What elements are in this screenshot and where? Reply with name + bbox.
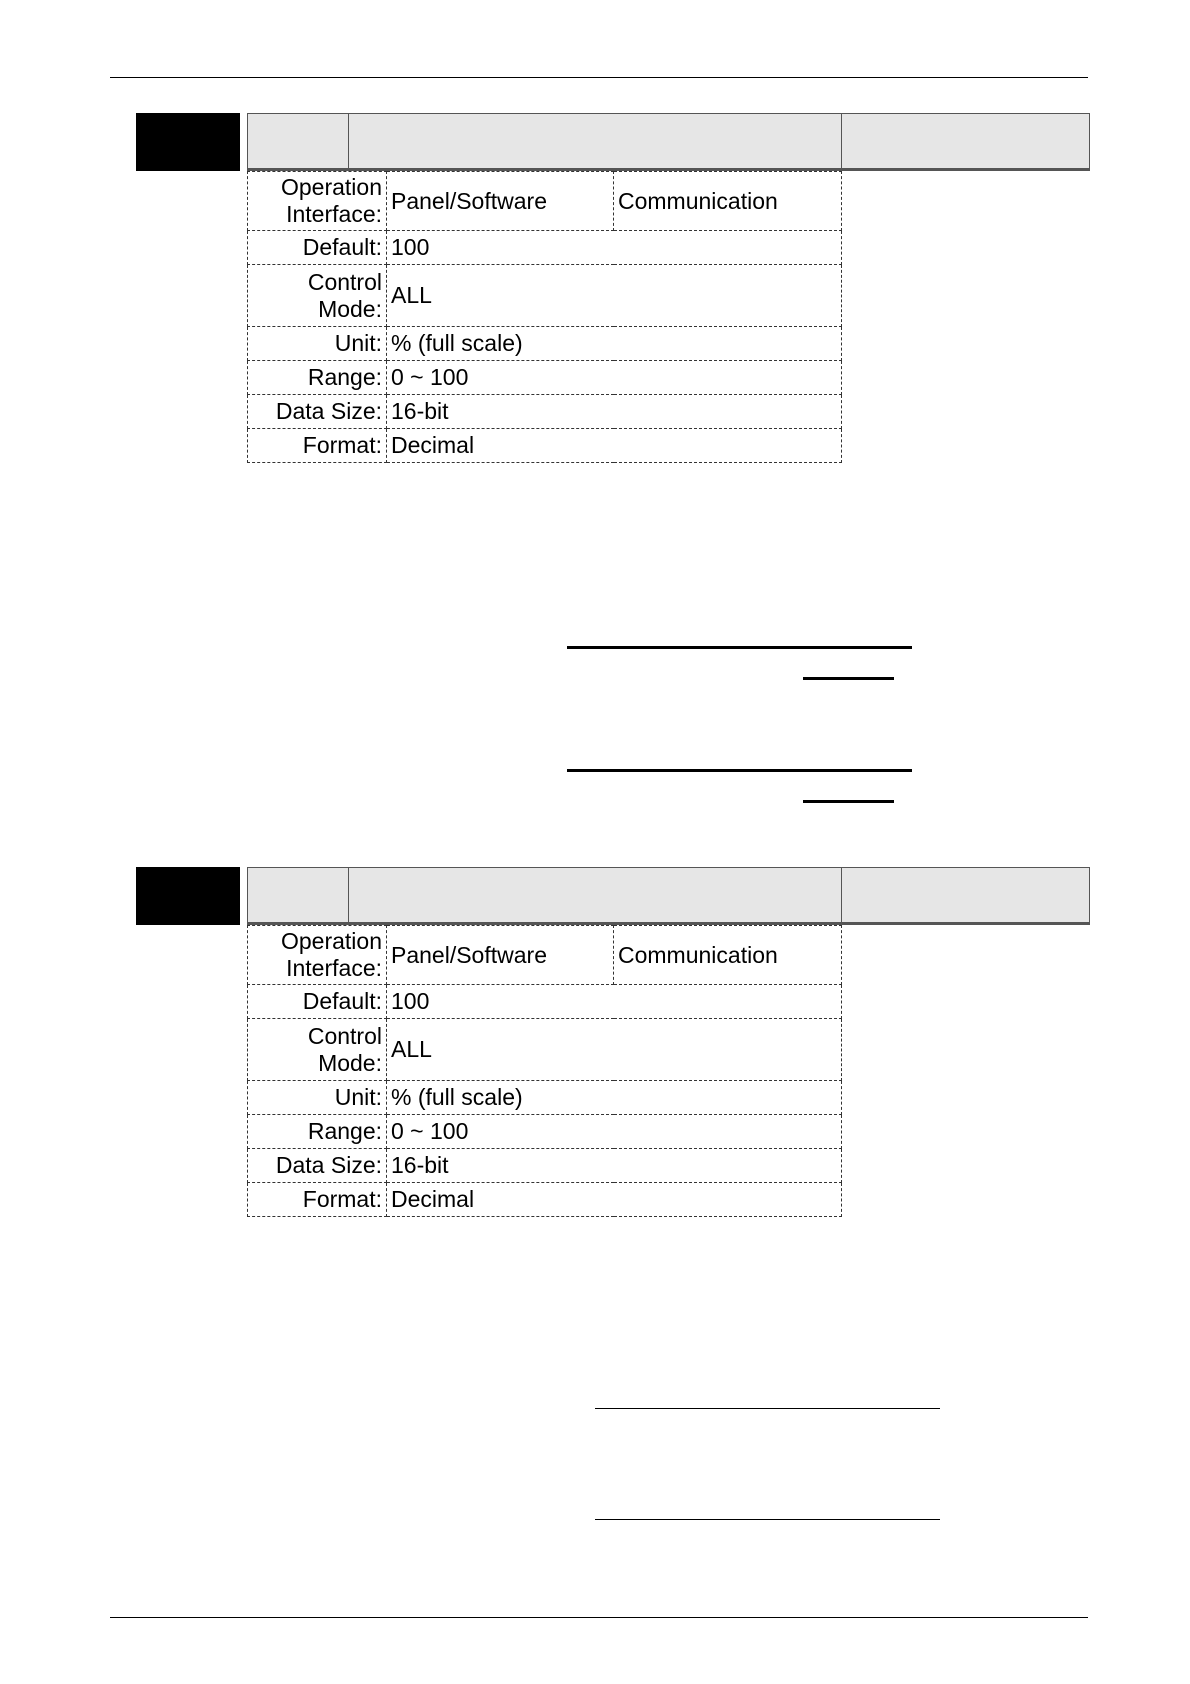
parameter-header-code-cell — [247, 113, 349, 169]
unit-value: % (full scale) — [387, 327, 842, 361]
range-label: Range: — [248, 1115, 387, 1149]
fraction-line — [595, 1519, 940, 1520]
underline — [803, 677, 894, 680]
parameter-header-address-cell — [841, 867, 1090, 923]
parameter-header-address-cell — [841, 113, 1090, 169]
communication-value: Communication — [614, 172, 842, 231]
table-row — [248, 1149, 842, 1183]
unit-label: Unit: — [248, 1081, 387, 1115]
underline — [803, 800, 894, 803]
operation-interface-label: Operation Interface: — [248, 172, 387, 231]
control-mode-label: Control Mode: — [248, 1019, 387, 1081]
table-row — [248, 361, 842, 395]
format-label: Format: — [248, 429, 387, 463]
fraction-line — [595, 1408, 940, 1409]
table-row — [248, 985, 842, 1019]
range-label: Range: — [248, 361, 387, 395]
parameter-header-code-cell — [247, 867, 349, 923]
range-value: 0 ~ 100 — [387, 1115, 842, 1149]
table-row — [248, 926, 842, 985]
table-row — [248, 1115, 842, 1149]
fraction-line — [567, 646, 912, 649]
parameter-code-tab — [136, 867, 240, 925]
footer-rule — [110, 1617, 1088, 1618]
panel-software-value: Panel/Software — [387, 172, 614, 231]
header-rule — [110, 77, 1088, 78]
unit-value: % (full scale) — [387, 1081, 842, 1115]
unit-label: Unit: — [248, 327, 387, 361]
parameter-attributes-table — [247, 171, 842, 463]
panel-software-value: Panel/Software — [387, 926, 614, 985]
parameter-code-tab — [136, 113, 240, 171]
data-size-value: 16-bit — [387, 1149, 842, 1183]
control-mode-label: Control Mode: — [248, 265, 387, 327]
default-label: Default: — [248, 231, 387, 265]
fraction-line — [567, 769, 912, 772]
table-row — [248, 1183, 842, 1217]
range-value: 0 ~ 100 — [387, 361, 842, 395]
data-size-label: Data Size: — [248, 1149, 387, 1183]
control-mode-value: ALL — [387, 265, 842, 327]
control-mode-value: ALL — [387, 1019, 842, 1081]
table-row — [248, 231, 842, 265]
table-row — [248, 1019, 842, 1081]
parameter-attributes-table — [247, 925, 842, 1217]
table-row — [248, 327, 842, 361]
table-row — [248, 265, 842, 327]
table-row — [248, 1081, 842, 1115]
data-size-value: 16-bit — [387, 395, 842, 429]
default-value: 100 — [387, 231, 842, 265]
table-row — [248, 395, 842, 429]
format-value: Decimal — [387, 1183, 842, 1217]
format-label: Format: — [248, 1183, 387, 1217]
communication-value: Communication — [614, 926, 842, 985]
parameter-header-name-cell — [348, 113, 842, 169]
operation-interface-label: Operation Interface: — [248, 926, 387, 985]
table-row — [248, 429, 842, 463]
format-value: Decimal — [387, 429, 842, 463]
parameter-header-name-cell — [348, 867, 842, 923]
table-row — [248, 172, 842, 231]
default-value: 100 — [387, 985, 842, 1019]
default-label: Default: — [248, 985, 387, 1019]
data-size-label: Data Size: — [248, 395, 387, 429]
